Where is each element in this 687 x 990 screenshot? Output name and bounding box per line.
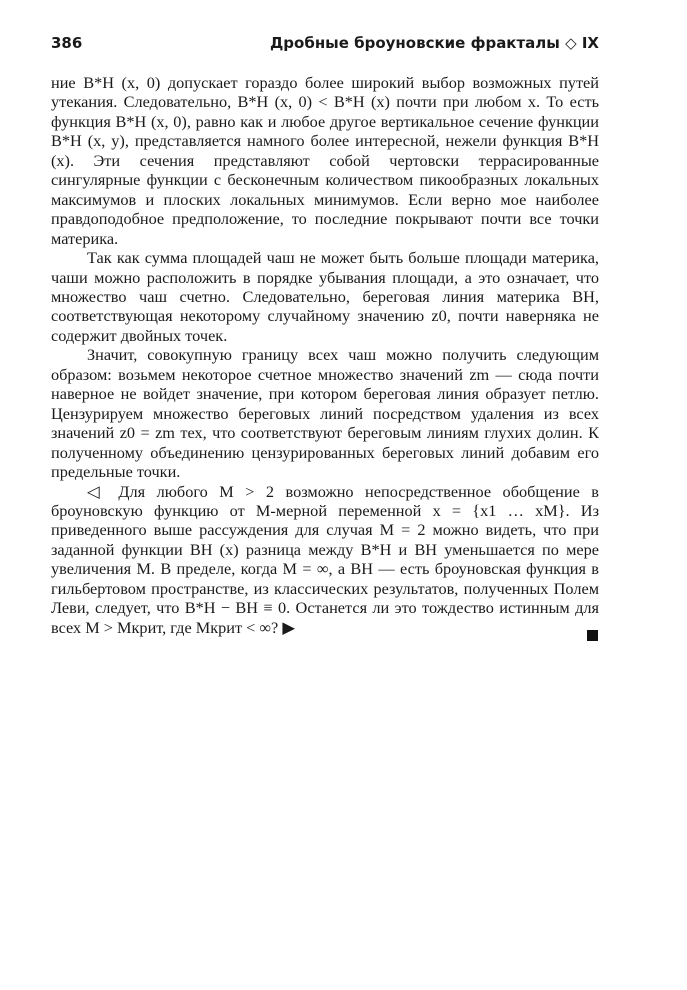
end-of-proof-square-icon bbox=[587, 630, 598, 641]
page-number: 386 bbox=[51, 34, 83, 52]
body-text bbox=[51, 73, 599, 637]
paragraph: Значит, совокупную границу всех чаш можно получить следующим образом: возьмем некоторое счетное множество значений zm — сюда почти наверное не войдет значение, при котором береговая линия образует петлю. Цензурируем множество береговых линий посредством удаления из всех значений z0 = zm тех, что соответствуют береговым линиям глухих долин. К полученному объединению цензурированных береговых линий добавим его предельные точки. bbox=[51, 345, 599, 482]
running-title: Дробные броуновские фракталы ◇ IX bbox=[269, 34, 599, 52]
paragraph: ние B*H (x, 0) допускает гораздо более широкий выбор возможных путей утекания. Следовательно, B*H (x, 0) < B*H (x) почти при любом x. То есть функция B*H (x, 0), равно как и любое другое вертикальное сечение функции B*H (x, y), представляется намного более интересной, нежели функция B*H (x). Эти сечения представляют собой чертовски террасированные сингулярные функции с бесконечным количеством пикообразных локальных максимумов и плоских локальных минимумов. Если верно мое наиболее правдоподобное предположение, то последние покрывают почти все точки материка. bbox=[51, 73, 599, 248]
paragraph: Так как сумма площадей чаш не может быть больше площади материка, чаши можно расположить в порядке убывания площади, а это означает, что множество чаш счетно. Следовательно, береговая линия материка BH, соответствующая некоторому случайному значению z0, почти наверняка не содержит двойных точек. bbox=[51, 248, 599, 345]
running-header bbox=[51, 34, 599, 54]
paragraph: ◁ Для любого M > 2 возможно непосредственное обобщение в броуновскую функцию от M-мерной переменной x = {x1 … xM}. Из приведенного выше рассуждения для случая M = 2 можно видеть, что при заданной функции BH (x) разница между B*H и BH уменьшается по мере увеличения M. В пределе, когда M = ∞, а BH — есть броуновская функция в гильбертовом пространстве, из классических результатов, полученных Полем Леви, следует, что B*H − BH ≡ 0. Останется ли это тождество истинным для всех M > Mкрит, где Mкрит < ∞? ▶ bbox=[51, 481, 599, 637]
